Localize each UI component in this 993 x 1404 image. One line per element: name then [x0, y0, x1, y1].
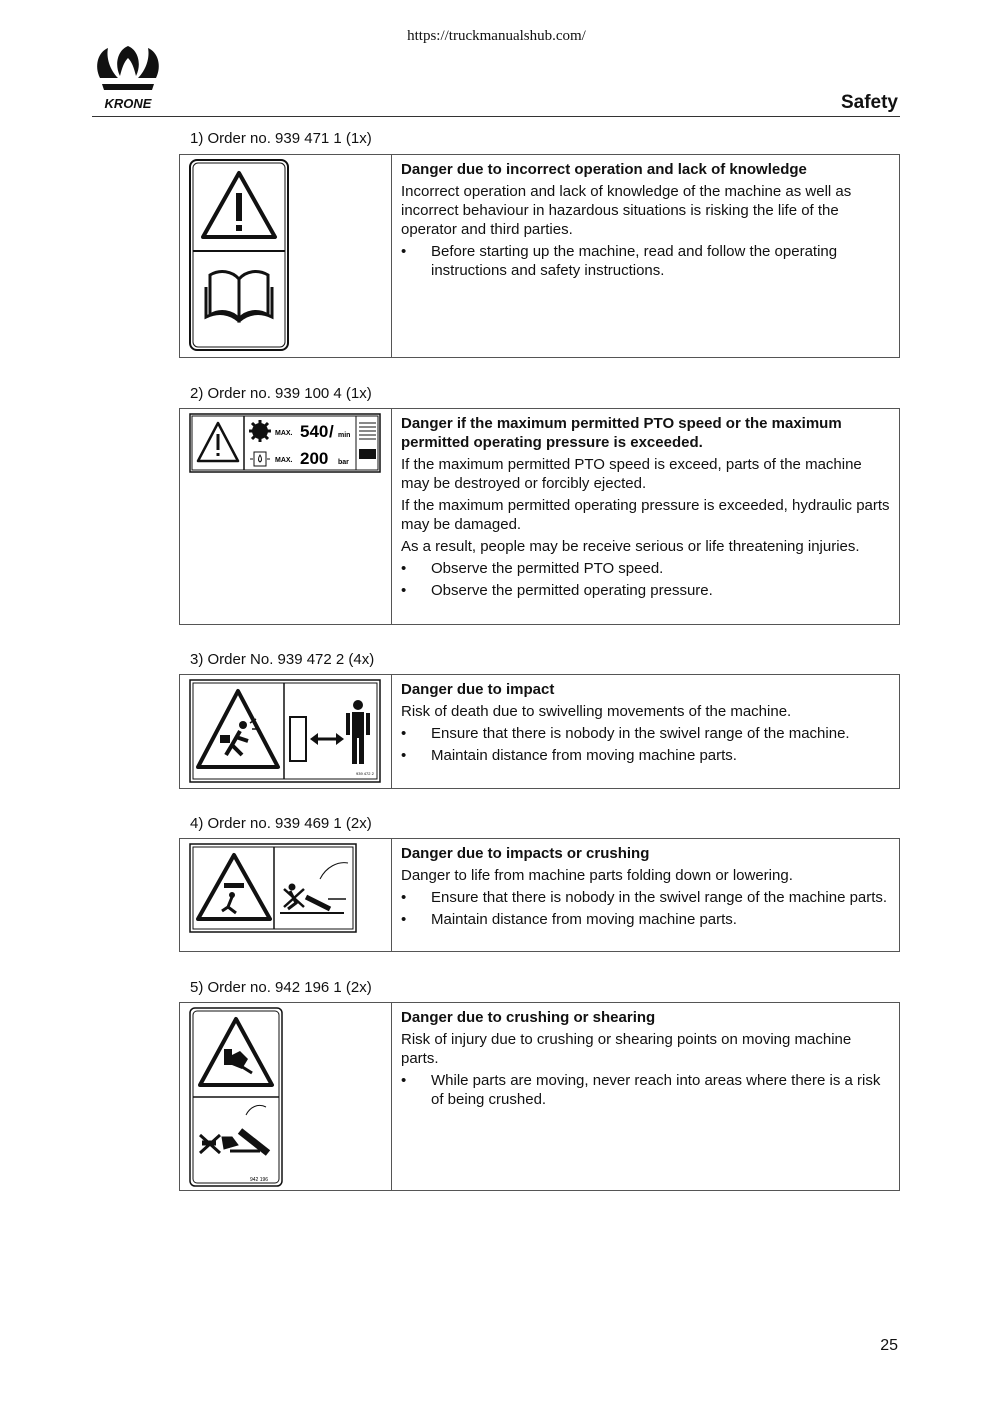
gear-icon: [249, 420, 271, 442]
order-number-3: 3) Order No. 939 472 2 (4x): [190, 651, 375, 668]
hazard-heading: Danger due to impact: [401, 681, 555, 698]
safety-sign-row-5: [179, 1002, 900, 1191]
safety-text-1: [392, 155, 899, 357]
header-divider: [92, 116, 900, 117]
svg-text:min: min: [338, 432, 351, 439]
instruction-bullet: • Before starting up the machine, read and follow the operating instructions and safety instructions.: [401, 242, 891, 280]
pto-speed-value: 540: [300, 422, 329, 441]
safety-text-2: [392, 409, 899, 624]
safety-sign-row-4: [179, 838, 900, 952]
instruction-bullet: • Observe the permitted operating pressure.: [401, 581, 891, 600]
hazard-description: If the maximum permitted operating pressure is exceeded, hydraulic parts may be damaged.: [401, 497, 890, 533]
svg-text:942 196: 942 196: [250, 1177, 269, 1183]
safety-sign-row-2: [179, 408, 900, 625]
hazard-description: If the maximum permitted PTO speed is exceed, parts of the machine may be destroyed or forcibly ejected.: [401, 456, 862, 492]
source-url[interactable]: https://truckmanualshub.com/: [407, 28, 586, 44]
safety-decal-1: [180, 155, 392, 357]
instruction-bullet: • While parts are moving, never reach into areas where there is a risk of being crushed.: [401, 1071, 891, 1109]
hazard-description: Incorrect operation and lack of knowledge of the machine as well as incorrect behaviour in hazardous situations is risking the life of the operator and third parties.: [401, 183, 852, 238]
section-title: Safety: [840, 92, 898, 113]
safety-decal-3: [180, 675, 392, 788]
krone-logo: [92, 44, 164, 112]
hazard-description: Risk of injury due to crushing or shearing points on moving machine parts.: [401, 1031, 852, 1067]
hazard-heading: Danger due to impacts or crushing: [401, 845, 650, 862]
instruction-bullet: • Ensure that there is nobody in the swivel range of the machine.: [401, 724, 891, 743]
pressure-value: 200: [300, 449, 329, 468]
page-number: 25: [880, 1337, 898, 1354]
hazard-heading: Danger if the maximum permitted PTO speed or the maximum permitted operating pressure is exceeded.: [401, 415, 842, 451]
instruction-bullet: • Maintain distance from moving machine parts.: [401, 910, 891, 929]
instruction-bullet: • Ensure that there is nobody in the swivel range of the machine parts.: [401, 888, 891, 907]
svg-text:KRONE: KRONE: [104, 96, 152, 111]
order-number-5: 5) Order no. 942 196 1 (2x): [190, 979, 372, 996]
svg-text:939 472 2: 939 472 2: [356, 771, 374, 776]
safety-decal-5: [180, 1003, 392, 1190]
safety-sign-row-1: [179, 154, 900, 358]
hazard-description: Risk of death due to swivelling movements of the machine.: [401, 703, 792, 720]
hazard-description: Danger to life from machine parts folding down or lowering.: [401, 867, 793, 884]
order-number-2: 2) Order no. 939 100 4 (1x): [190, 385, 372, 402]
order-number-4: 4) Order no. 939 469 1 (2x): [190, 815, 372, 832]
svg-text:MAX.: MAX.: [275, 430, 293, 437]
svg-text:bar: bar: [338, 459, 349, 466]
svg-text:MAX.: MAX.: [275, 457, 293, 464]
order-number-1: 1) Order no. 939 471 1 (1x): [190, 130, 372, 147]
instruction-bullet: • Maintain distance from moving machine parts.: [401, 746, 891, 765]
safety-text-3: [392, 675, 899, 788]
hazard-heading: Danger due to incorrect operation and lack of knowledge: [401, 161, 807, 178]
hazard-heading: Danger due to crushing or shearing: [401, 1009, 656, 1026]
safety-decal-4: [180, 839, 392, 951]
svg-text:/: /: [329, 422, 334, 441]
hazard-description: As a result, people may be receive serious or life threatening injuries.: [401, 538, 860, 555]
safety-sign-row-3: [179, 674, 900, 789]
safety-text-4: [392, 839, 899, 951]
safety-decal-2: [180, 409, 392, 624]
safety-text-5: [392, 1003, 899, 1190]
instruction-bullet: • Observe the permitted PTO speed.: [401, 559, 891, 578]
